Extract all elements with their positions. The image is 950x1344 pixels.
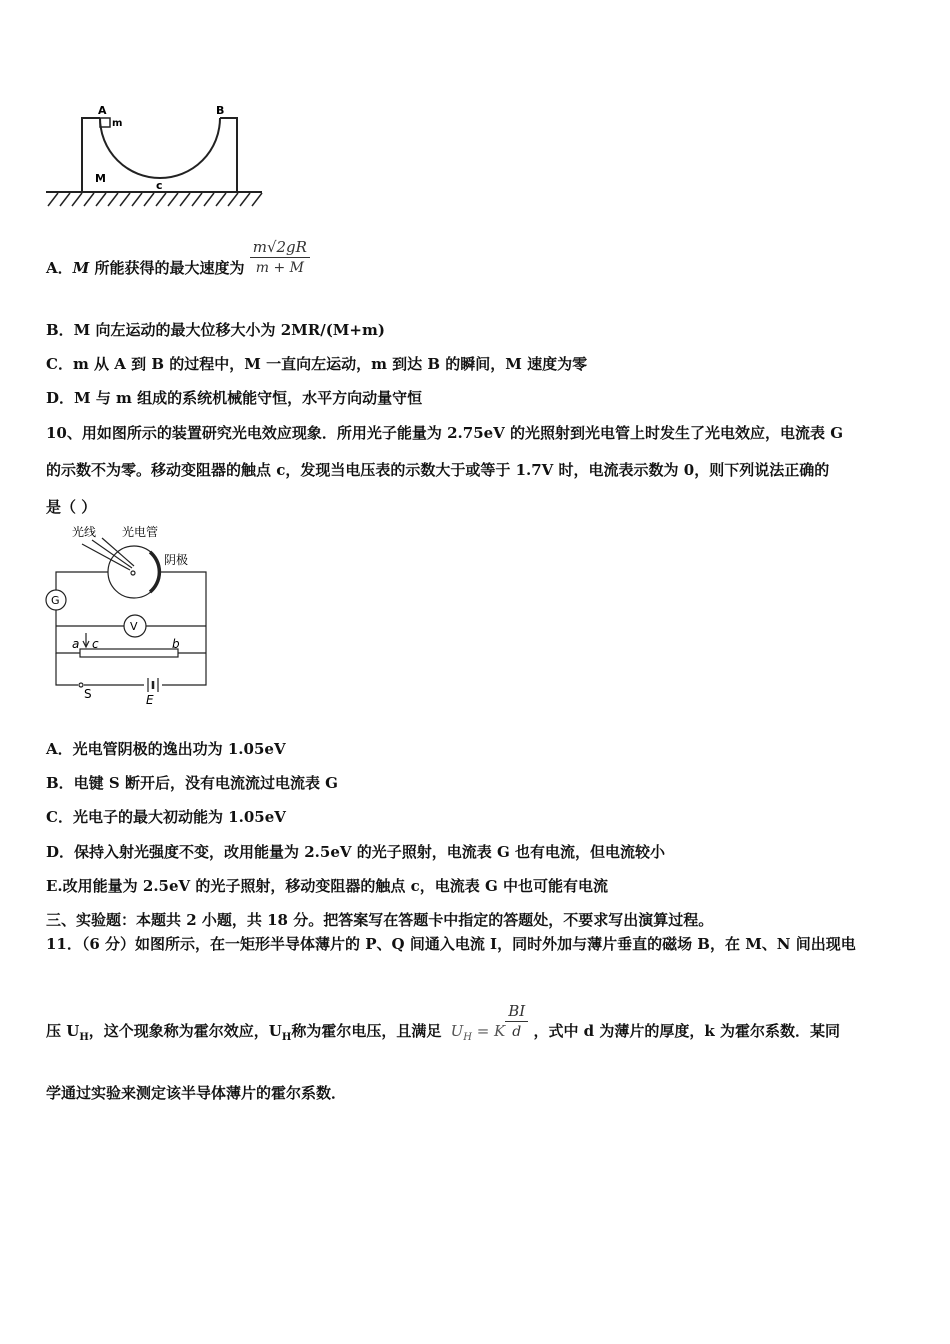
option-a-fraction: [250, 237, 310, 278]
q10-option-b: B．电键 S 断开后，没有电流流过电流表 G: [46, 774, 338, 792]
formula-denominator: d: [512, 1023, 522, 1040]
label-tube: 光电管: [122, 525, 159, 539]
q9-option-c: C．m 从 A 到 B 的过程中，M 一直向左运动，m 到达 B 的瞬间，M 速度为零: [46, 355, 588, 373]
formula-lhs-sub: H: [463, 1032, 472, 1043]
hall-formula: [450, 1022, 506, 1043]
label-light: 光线: [72, 525, 97, 539]
label-M: M: [95, 172, 106, 185]
label-b: b: [172, 637, 180, 651]
fraction-numerator: m√2gR: [250, 237, 310, 258]
label-a: a: [72, 637, 80, 651]
label-A: A: [98, 104, 107, 117]
fraction-denominator: m + M: [255, 259, 304, 276]
q9-option-b: B．M 向左运动的最大位移大小为 2MR/(M+m): [46, 321, 385, 339]
label-V: V: [130, 620, 138, 633]
option-a-text: 所能获得的最大速度为: [94, 259, 245, 277]
section3-title: 三、实验题：本题共 2 小题，共 18 分。把答案写在答题卡中指定的答题处，不要求写出演算过程。: [46, 911, 714, 929]
q10-stem-line3: 是（ ）: [46, 498, 97, 516]
q10-option-d: D．保持入射光强度不变，改用能量为 2.5eV 的光子照射，电流表 G 也有电流，但电流较小: [46, 843, 665, 861]
q11-sub-1: H: [79, 1032, 89, 1043]
q10-option-e: E.改用能量为 2.5eV 的光子照射，移动变阻器的触点 c，电流表 G 中也可能有电流: [46, 877, 608, 895]
option-a-prefix: A．: [46, 259, 73, 277]
photoelectric-circuit-figure: [44, 522, 214, 712]
q10-option-c: C．光电子的最大初动能为 1.05eV: [46, 808, 286, 826]
q11-text-d: ，式中 d 为薄片的厚度，k 为霍尔系数．某同: [533, 1022, 841, 1040]
formula-eq: = K: [471, 1022, 506, 1040]
formula-lhs: U: [450, 1022, 464, 1040]
q9-option-a: [46, 237, 310, 278]
q11-line1: 11．（6 分）如图所示，在一矩形半导体薄片的 P、Q 间通入电流 I，同时外加与薄片垂直的磁场 B，在 M、N 间出现电: [46, 935, 856, 953]
formula-fraction: [505, 1001, 528, 1042]
q10-option-a: A．光电管阴极的逸出功为 1.05eV: [46, 740, 286, 758]
q11-line2: [46, 1001, 841, 1048]
label-m: m: [112, 118, 123, 129]
label-c-contact: c: [92, 637, 99, 651]
label-E: E: [146, 693, 154, 707]
label-B: B: [216, 104, 225, 117]
q11-text-a: 压 U: [46, 1022, 80, 1040]
label-G: G: [51, 594, 60, 607]
label-S: S: [84, 687, 92, 701]
option-a-var: M: [72, 259, 90, 277]
formula-numerator: BI: [505, 1001, 528, 1022]
label-c: c: [156, 179, 163, 192]
groove-block-figure: [44, 98, 266, 212]
q10-stem-line1: 10、用如图所示的装置研究光电效应现象．所用光子能量为 2.75eV 的光照射到光电管上时发生了光电效应，电流表 G: [46, 424, 844, 442]
q11-sub-2: H: [281, 1032, 292, 1043]
q11-text-c: 称为霍尔电压，且满足: [291, 1022, 442, 1040]
q9-option-d: D．M 与 m 组成的系统机械能守恒，水平方向动量守恒: [46, 389, 423, 407]
q10-stem-line2: 的示数不为零。移动变阻器的触点 c，发现当电压表的示数大于或等于 1.7V 时，电流表示数为 0，则下列说法正确的: [46, 461, 830, 479]
label-cathode: 阴极: [164, 553, 189, 567]
q11-text-b: ，这个现象称为霍尔效应，U: [88, 1022, 282, 1040]
q11-line3: 学通过实验来测定该半导体薄片的霍尔系数．: [46, 1084, 347, 1102]
